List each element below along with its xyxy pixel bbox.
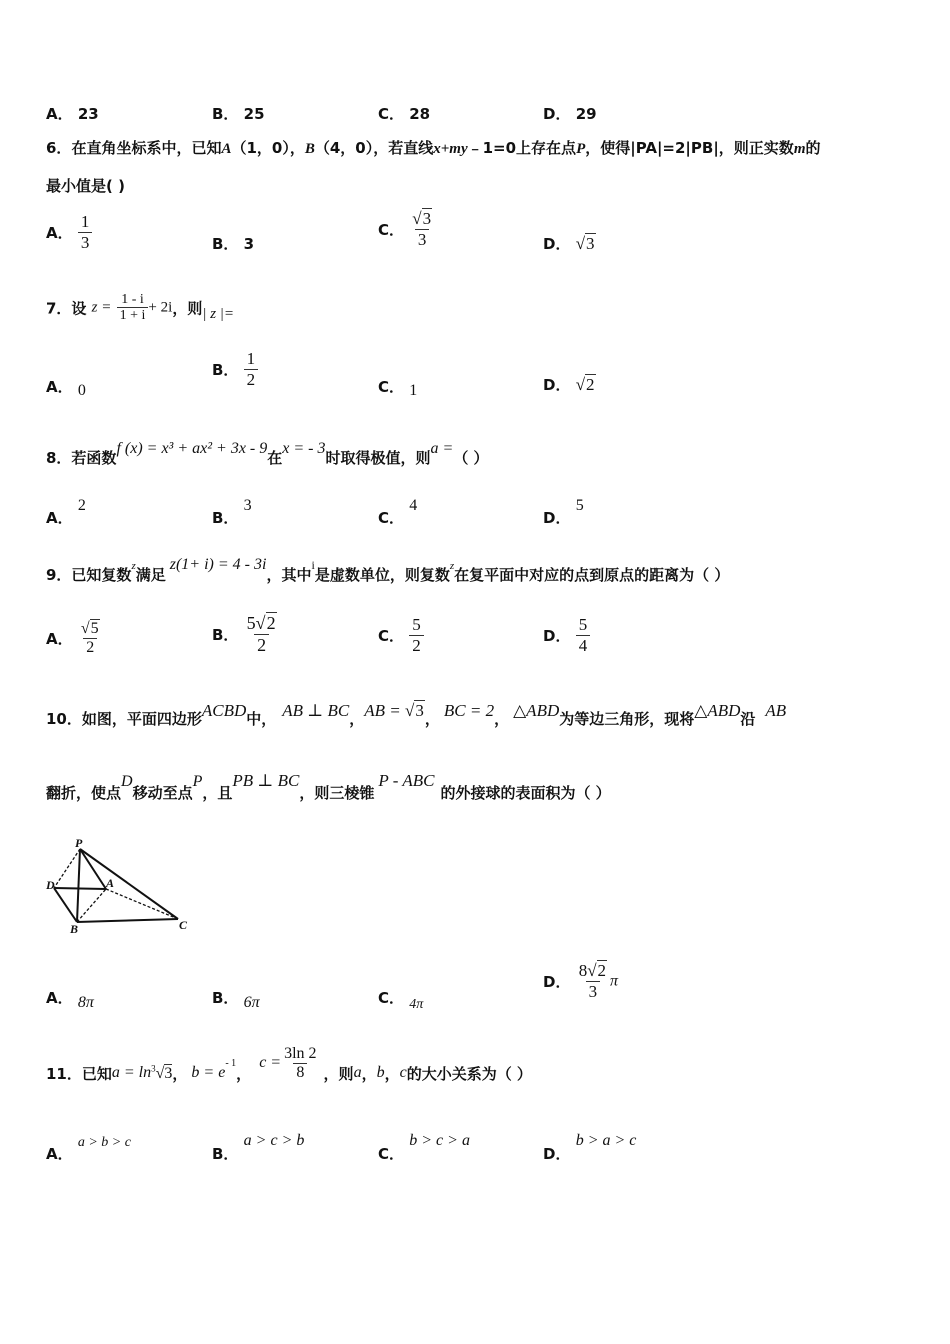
option-letter: A． (46, 1145, 73, 1163)
variable-m: m (793, 141, 806, 157)
option-letter: B． (212, 105, 239, 123)
q6-option-b (212, 233, 254, 254)
option-text: 4π (409, 997, 424, 1012)
stem-text: 沿 (740, 710, 756, 728)
edge-db (54, 888, 77, 922)
option-letter: B． (212, 1145, 239, 1163)
math-bc: BC = 2 (443, 701, 495, 720)
numerator: 5 (578, 615, 588, 634)
stem-text: ， (236, 1064, 252, 1083)
function-expression: f (x) = x³ + ax² + 3x - 9 (116, 440, 268, 457)
q8-option-d (543, 494, 584, 527)
math-perp: AB ⊥ BC (282, 701, 350, 720)
math-z: z = (91, 299, 112, 316)
stem-text: ， (361, 1064, 377, 1083)
q8-option-a (46, 494, 86, 527)
equation: z(1+ i) = 4 - 3i (169, 556, 267, 573)
math-pabc: P - ABC (378, 771, 435, 790)
option-letter: C． (378, 378, 405, 396)
numerator: 3ln 2 (284, 1045, 317, 1062)
point-a: A (221, 141, 232, 157)
denominator: 3 (78, 232, 93, 253)
sqrt: √3 (575, 234, 595, 253)
denominator: 3 (415, 229, 430, 250)
option-text: a > b > c (77, 1135, 131, 1150)
q10-option-d (543, 962, 618, 1001)
q5-option-a (46, 103, 99, 124)
option-letter: B． (212, 509, 239, 527)
q7-stem (46, 292, 234, 324)
fraction (117, 292, 149, 324)
stem-text: ， (494, 710, 510, 728)
option-letter: A． (46, 629, 73, 648)
numerator (244, 614, 280, 634)
option-text: a > c > b (243, 1132, 305, 1149)
math-term: + 2i (148, 299, 173, 316)
question-number: 7．设 (46, 299, 87, 318)
line-equation: x+my (433, 141, 468, 157)
option-letter: C． (378, 627, 405, 646)
denominator: 8 (293, 1063, 307, 1082)
q9-option-a (46, 620, 103, 657)
option-text: 23 (77, 105, 99, 123)
option-text: 4 (409, 497, 418, 514)
stem-text: ，且 (202, 784, 233, 802)
option-text: 28 (409, 105, 431, 123)
numerator: 1 (246, 349, 256, 368)
stem-text: （4，0），若直线 (314, 139, 434, 157)
option-letter: D． (543, 105, 571, 123)
math-a: a = ln (111, 1064, 152, 1082)
stem-text: 移动至点 (132, 784, 193, 802)
math-c: c (399, 1064, 407, 1082)
option-text: 0 (77, 382, 86, 399)
math-z: z (449, 560, 455, 572)
option-text: 2 (77, 497, 86, 514)
option-letter: C． (378, 1145, 405, 1163)
stem-text: 是虚数单位，则复数 (314, 566, 450, 584)
math-b: b = e (191, 1064, 226, 1082)
option-letter: D． (543, 376, 571, 394)
q11-option-c (378, 1129, 470, 1163)
q10-option-c (378, 987, 424, 1012)
option-letter: C． (378, 509, 405, 527)
label-p: P (75, 836, 83, 850)
option-text: 5 (575, 497, 584, 514)
stem-text: 翻折，使点 (46, 784, 122, 802)
q9-option-d (543, 616, 590, 655)
question-number: 11．已知 (46, 1064, 112, 1083)
stem-text: 为等边三角形，现将 (559, 710, 695, 728)
q7-option-a (46, 376, 86, 397)
numerator: 1 - i (121, 292, 144, 307)
option-letter: B． (212, 989, 239, 1007)
numerator: 1 (80, 212, 90, 231)
option-text: 29 (575, 105, 597, 123)
sqrt: √2 (587, 961, 607, 980)
q10-stem-line2 (46, 770, 611, 802)
stem-text: 满足 (135, 566, 166, 584)
radicand: 3 (415, 701, 424, 720)
q7-option-d (543, 374, 596, 395)
math-ab: AB (765, 701, 787, 720)
option-letter: D． (543, 1145, 571, 1163)
option-text: b > a > c (575, 1132, 637, 1149)
option-letter: A． (46, 509, 73, 527)
q5-option-d (543, 103, 597, 124)
stem-text: （ ） (453, 449, 489, 467)
option-text: 3 (243, 497, 252, 514)
question-number: 9．已知复数 (46, 566, 132, 584)
pyramid-figure (44, 835, 194, 935)
math-ab: AB = (364, 701, 406, 720)
sqrt: √3 (412, 209, 432, 228)
denominator: 3 (586, 981, 601, 1002)
option-letter: D． (543, 509, 571, 527)
option-letter: B． (212, 235, 239, 253)
question-number: 10．如图，平面四边形 (46, 710, 202, 728)
radicand: 2 (266, 613, 276, 633)
option-letter: C． (378, 989, 405, 1007)
sqrt: √2 (575, 375, 595, 394)
stem-text: ， (424, 710, 440, 728)
coefficient: 8 (578, 961, 588, 980)
stem-text: 在复平面中对应的点到原点的距离为（ ） (454, 566, 730, 584)
stem-text: 最小值是( ) (46, 177, 125, 195)
edge-da (54, 888, 106, 889)
stem-text: 在 (267, 449, 283, 467)
label-b: B (70, 922, 79, 935)
question-number: 8．若函数 (46, 449, 117, 467)
fraction (78, 620, 103, 657)
option-letter: A． (46, 224, 73, 243)
numerator (409, 210, 435, 229)
stem-text: 在直角坐标系中，已知 (71, 139, 222, 157)
radicand: 3 (164, 1065, 173, 1083)
point-b: B (304, 141, 315, 157)
stem-text: ， (172, 1064, 188, 1083)
option-text: b > c > a (409, 1132, 470, 1149)
math-z: z (131, 560, 136, 572)
option-letter: D． (543, 235, 571, 253)
denominator: 2 (409, 635, 424, 656)
q8-option-c (378, 494, 418, 527)
point-p: P (576, 141, 586, 157)
option-text: 3 (243, 235, 255, 253)
numerator (576, 962, 610, 981)
sqrt: √3 (405, 701, 424, 720)
q6-stem-line2 (46, 175, 125, 196)
fraction (576, 962, 610, 1001)
option-text: 8π (77, 994, 94, 1011)
exponent: - 1 (225, 1057, 237, 1069)
denominator: 2 (244, 369, 259, 390)
option-letter: A． (46, 989, 73, 1007)
radicand: 5 (90, 620, 99, 637)
stem-text: ﹣1=0上存在点 (467, 139, 577, 157)
option-text: 1 (409, 382, 418, 399)
numerator (78, 620, 103, 638)
radicand: 3 (586, 234, 595, 253)
stem-text: ， (349, 710, 365, 728)
option-letter: A． (46, 105, 73, 123)
math-i: i (311, 558, 315, 572)
math-a: a (353, 1064, 362, 1082)
denominator: 1 + i (117, 307, 149, 324)
stem-text: ，则 (323, 1064, 354, 1083)
label-a: A (106, 876, 115, 890)
math-abs: | z |= (202, 305, 235, 322)
denominator: 2 (83, 638, 97, 657)
option-letter: B． (212, 626, 239, 645)
coefficient: 5 (246, 613, 256, 633)
edge-ab-dashed (77, 889, 106, 922)
math-b: b (376, 1064, 385, 1082)
edge-bc (77, 919, 178, 922)
q11-option-d (543, 1129, 637, 1163)
option-letter: C． (378, 105, 405, 123)
math-triangle: △ABD (694, 701, 741, 720)
q10-option-b (212, 987, 260, 1011)
stem-text: ，其中 (266, 566, 312, 584)
label-c: C (179, 918, 188, 932)
q8-stem (46, 437, 489, 467)
option-letter: A． (46, 378, 73, 396)
q7-option-b (212, 350, 258, 389)
math-p: P (192, 773, 203, 790)
denominator: 4 (576, 635, 591, 656)
math-triangle: △ABD (513, 701, 560, 720)
radicand: 2 (586, 375, 595, 394)
stem-text: 中， (246, 710, 277, 728)
question-number: 6． (46, 139, 72, 157)
q10-option-a (46, 987, 94, 1011)
edge-pa (80, 849, 106, 889)
pi-symbol: π (610, 972, 619, 990)
q9-option-c (378, 616, 424, 655)
q11-option-b (212, 1129, 305, 1163)
denominator: 2 (254, 634, 269, 656)
stem-text: 时取得极值，则 (325, 449, 431, 467)
q6-stem-line1 (46, 137, 821, 158)
option-text: 25 (243, 105, 265, 123)
fraction (281, 1045, 319, 1082)
edge-pb (77, 849, 80, 922)
option-text: 6π (243, 994, 260, 1011)
fraction (409, 616, 424, 655)
stem-text: 的 (805, 139, 821, 157)
radicand: 2 (597, 961, 607, 980)
fraction (409, 210, 435, 249)
q9-option-b (212, 614, 280, 655)
q6-option-d (543, 233, 596, 254)
q6-option-a (46, 213, 92, 252)
q7-option-c (378, 376, 417, 397)
q6-option-c (378, 210, 435, 249)
math-d: D (121, 773, 133, 790)
q5-option-c (378, 103, 430, 124)
fraction (244, 350, 259, 389)
option-letter: D． (543, 973, 571, 992)
stem-text: 的外接球的表面积为（ ） (440, 784, 611, 802)
stem-text: ，则 (172, 299, 203, 318)
stem-text: 的大小关系为（ ） (406, 1064, 532, 1083)
q9-stem (46, 553, 730, 584)
math-x: x = - 3 (282, 440, 326, 457)
sqrt: √5 (80, 620, 99, 637)
math-perp: PB ⊥ BC (232, 771, 300, 790)
edge-pc (80, 849, 178, 919)
fraction (244, 614, 280, 655)
numerator: 5 (412, 615, 421, 634)
stem-text: （1，0）， (231, 139, 305, 157)
q10-stem-line1 (46, 700, 787, 728)
root-index: 3 (151, 1063, 156, 1074)
q5-option-b (212, 103, 265, 124)
q11-stem (46, 1045, 532, 1082)
stem-text: ，使得|PA|=2|PB|，则正实数 (585, 139, 794, 157)
radicand: 3 (422, 209, 432, 228)
label-d: D (46, 878, 55, 892)
cube-root: $^3$√3 (151, 1063, 173, 1083)
option-letter: B． (212, 361, 239, 380)
q8-option-b (212, 494, 252, 527)
edge-pd-dashed (54, 849, 80, 888)
option-letter: C． (378, 221, 405, 240)
math-acbd: ACBD (201, 701, 247, 720)
sqrt: √2 (255, 613, 276, 633)
stem-text: ，则三棱锥 (299, 784, 375, 802)
option-letter: D． (543, 627, 571, 646)
fraction (78, 213, 93, 252)
q11-option-a (46, 1130, 131, 1163)
math-a: a = (430, 440, 454, 457)
math-c: c = (259, 1054, 282, 1072)
fraction (576, 616, 591, 655)
stem-text: ， (384, 1064, 400, 1083)
